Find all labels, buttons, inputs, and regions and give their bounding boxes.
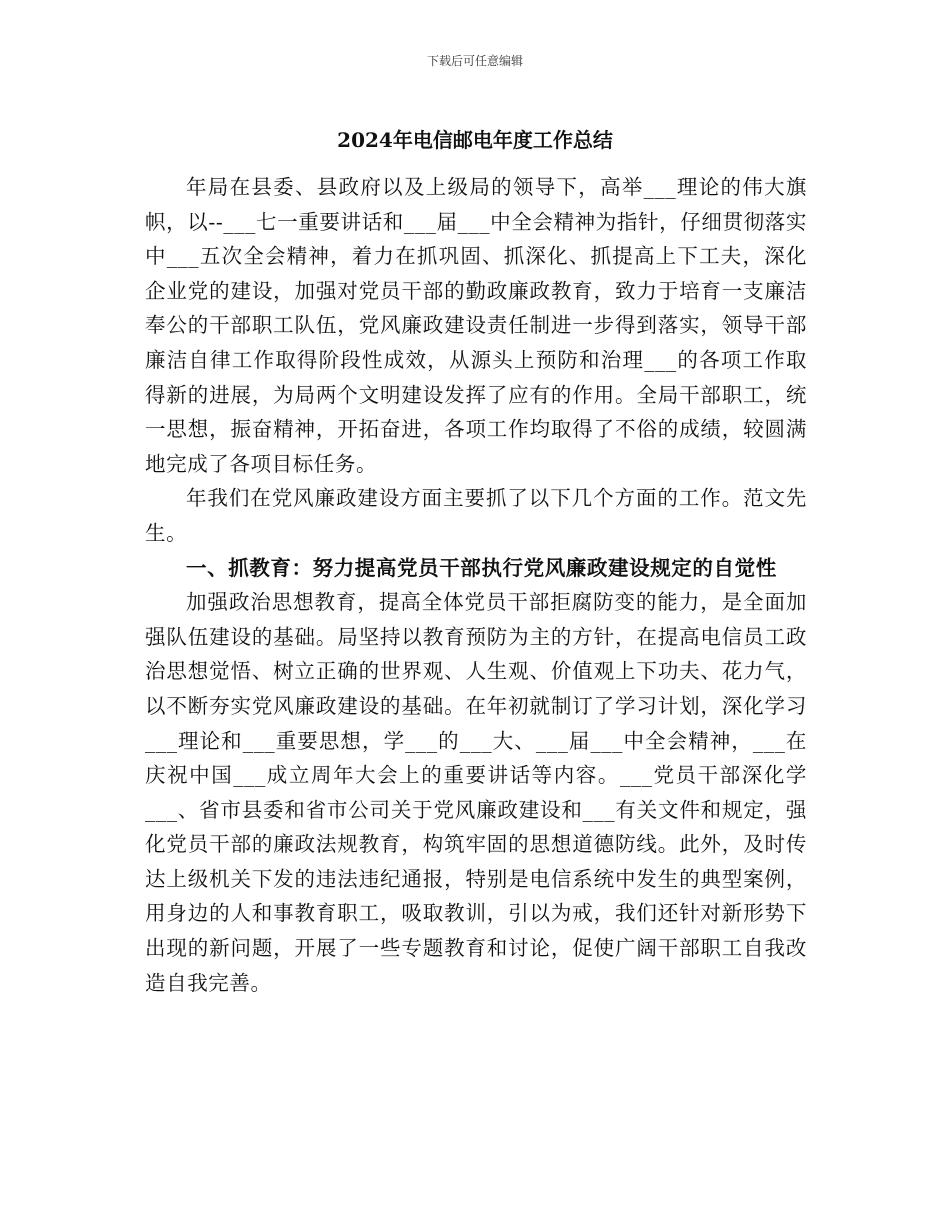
section-heading: 一、抓教育：努力提高党员干部执行党风廉政建设规定的自觉性 <box>186 555 777 580</box>
body-paragraph: 年我们在党风廉政建设方面主要抓了以下几个方面的工作。范文先生。 <box>145 486 807 545</box>
body-paragraph: 加强政治思想教育，提高全体党员干部拒腐防变的能力，是全面加强队伍建设的基础。局坚持以教育预防为主的方针，在提高电信员工政治思想觉悟、树立正确的世界观、人生观、价值观上下功夫、花力气，以不断夯实党风廉政建设的基础。在年初就制订了学习计划，深化学习___理论和___重要思想，学___的___大、___届___中全会精神，___在庆祝中国___成立周年大会上的重要讲话等内容。___党员干部深化学___、省市县委和省市公司关于党风廉政建设和___有关文件和规定，强化党员干部的廉政法规教育，构筑牢固的思想道德防线。此外，及时传达上级机关下发的违法违纪通报，特别是电信系统中发生的典型案例，用身边的人和事教育职工，吸取教训，引以为戒，我们还针对新形势下出现的新问题，开展了一些专题教育和讨论，促使广阔干部职工自我改造自我完善。 <box>145 590 807 995</box>
document-title: 2024年电信邮电年度工作总结 <box>337 128 613 152</box>
body-paragraph: 年局在县委、县政府以及上级局的领导下，高举___理论的伟大旗帜，以--___七一重要讲话和___届___中全会精神为指针，仔细贯彻落实中___五次全会精神，着力在抓巩固、抓深化、抓提高上下工夫，深化企业党的建设，加强对党员干部的勤政廉政教育，致力于培育一支廉洁奉公的干部职工队伍，党风廉政建设责任制进一步得到落实，领导干部廉洁自律工作取得阶段性成效，从源头上预防和治理___的各项工作取得新的进展，为局两个文明建设发挥了应有的作用。全局干部职工，统一思想，振奋精神，开拓奋进，各项工作均取得了不俗的成绩，较圆满地完成了各项目标任务。 <box>145 175 807 476</box>
page-header-note: 下载后可任意编辑 <box>426 54 523 68</box>
document-body <box>145 170 807 1000</box>
